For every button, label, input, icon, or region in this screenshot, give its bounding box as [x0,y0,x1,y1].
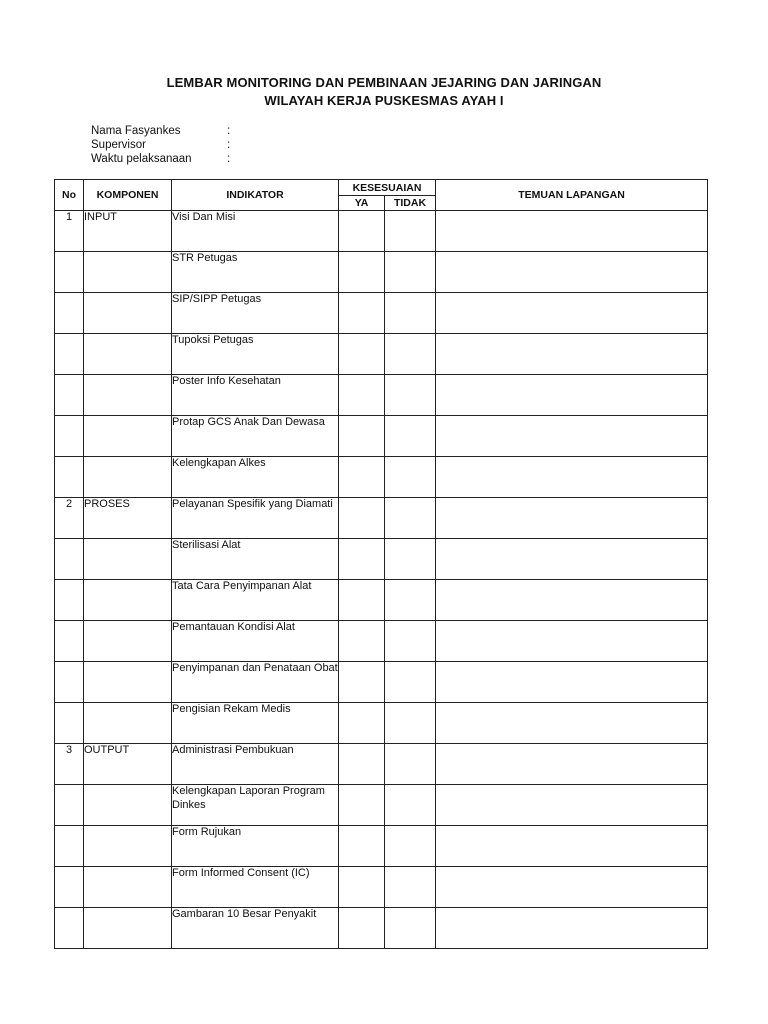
table-row [55,293,708,334]
row-komponen-cell [84,375,172,416]
row-komponen-cell [84,703,172,744]
row-no-cell [55,252,84,293]
row-tidak-checkbox-cell[interactable] [385,867,436,908]
info-label: Supervisor [91,139,146,151]
row-temuan-lapangan-cell[interactable] [436,826,708,867]
row-komponen-cell [84,826,172,867]
header-komponen: KOMPONEN [84,180,172,211]
row-no-cell [55,662,84,703]
row-komponen-cell [84,621,172,662]
row-temuan-lapangan-cell[interactable] [436,744,708,785]
row-no-cell [55,539,84,580]
row-ya-checkbox-cell[interactable] [339,539,385,580]
info-colon: : [227,139,231,151]
row-komponen-cell [84,293,172,334]
row-tidak-checkbox-cell[interactable] [385,580,436,621]
row-indikator-cell: Visi Dan Misi [172,211,339,252]
row-tidak-checkbox-cell[interactable] [385,375,436,416]
header-indikator: INDIKATOR [172,180,339,211]
row-komponen-cell [84,908,172,949]
row-ya-checkbox-cell[interactable] [339,252,385,293]
row-no-cell [55,908,84,949]
row-indikator-cell: Tupoksi Petugas [172,334,339,375]
row-komponen-cell [84,580,172,621]
row-temuan-lapangan-cell[interactable] [436,252,708,293]
row-tidak-checkbox-cell[interactable] [385,908,436,949]
row-ya-checkbox-cell[interactable] [339,867,385,908]
row-komponen-cell [84,539,172,580]
table-row [55,498,708,539]
row-temuan-lapangan-cell[interactable] [436,293,708,334]
row-temuan-lapangan-cell[interactable] [436,539,708,580]
row-indikator-cell: Pengisian Rekam Medis [172,703,339,744]
row-tidak-checkbox-cell[interactable] [385,744,436,785]
table-row [55,539,708,580]
row-ya-checkbox-cell[interactable] [339,908,385,949]
info-colon: : [227,125,231,137]
row-komponen-cell [84,867,172,908]
table-body [55,211,708,949]
table-row [55,621,708,662]
row-indikator-cell: Kelengkapan Laporan Program Dinkes [172,785,339,826]
row-ya-checkbox-cell[interactable] [339,293,385,334]
table-row [55,416,708,457]
row-temuan-lapangan-cell[interactable] [436,662,708,703]
row-no-cell [55,703,84,744]
row-tidak-checkbox-cell[interactable] [385,211,436,252]
row-indikator-cell: Protap GCS Anak Dan Dewasa [172,416,339,457]
row-no-cell [55,293,84,334]
table-row [55,211,708,252]
row-komponen-cell: PROSES [84,498,172,539]
row-temuan-lapangan-cell[interactable] [436,498,708,539]
table-row [55,826,708,867]
row-temuan-lapangan-cell[interactable] [436,785,708,826]
table-row [55,662,708,703]
row-no-cell: 2 [55,498,84,539]
table-row [55,457,708,498]
row-tidak-checkbox-cell[interactable] [385,539,436,580]
row-komponen-cell [84,662,172,703]
row-indikator-cell: Pelayanan Spesifik yang Diamati [172,498,339,539]
table-row [55,375,708,416]
row-no-cell: 1 [55,211,84,252]
row-tidak-checkbox-cell[interactable] [385,621,436,662]
row-ya-checkbox-cell[interactable] [339,457,385,498]
row-temuan-lapangan-cell[interactable] [436,908,708,949]
row-ya-checkbox-cell[interactable] [339,785,385,826]
row-temuan-lapangan-cell[interactable] [436,334,708,375]
row-indikator-cell: Penyimpanan dan Penataan Obat [172,662,339,703]
row-no-cell [55,621,84,662]
row-tidak-checkbox-cell[interactable] [385,252,436,293]
row-tidak-checkbox-cell[interactable] [385,334,436,375]
row-no-cell [55,580,84,621]
row-ya-checkbox-cell[interactable] [339,211,385,252]
info-label: Waktu pelaksanaan [91,153,192,165]
row-temuan-lapangan-cell[interactable] [436,621,708,662]
row-no-cell [55,334,84,375]
row-ya-checkbox-cell[interactable] [339,826,385,867]
row-ya-checkbox-cell[interactable] [339,416,385,457]
row-tidak-checkbox-cell[interactable] [385,416,436,457]
row-no-cell [55,785,84,826]
row-no-cell [55,457,84,498]
table-row [55,252,708,293]
header-kesesuaian: KESESUAIAN [339,180,436,196]
row-tidak-checkbox-cell[interactable] [385,498,436,539]
row-temuan-lapangan-cell[interactable] [436,867,708,908]
row-temuan-lapangan-cell[interactable] [436,375,708,416]
row-tidak-checkbox-cell[interactable] [385,785,436,826]
row-ya-checkbox-cell[interactable] [339,375,385,416]
row-temuan-lapangan-cell[interactable] [436,703,708,744]
row-tidak-checkbox-cell[interactable] [385,457,436,498]
row-temuan-lapangan-cell[interactable] [436,211,708,252]
row-temuan-lapangan-cell[interactable] [436,580,708,621]
info-label: Nama Fasyankes [91,125,181,137]
table-row [55,785,708,826]
document-title-line-1: LEMBAR MONITORING DAN PEMBINAAN JEJARING DAN JARINGAN [166,75,602,90]
info-colon: : [227,153,231,165]
row-ya-checkbox-cell[interactable] [339,580,385,621]
row-tidak-checkbox-cell[interactable] [385,703,436,744]
row-indikator-cell: Form Rujukan [172,826,339,867]
row-indikator-cell: Kelengkapan Alkes [172,457,339,498]
row-indikator-cell: Gambaran 10 Besar Penyakit [172,908,339,949]
info-row-supervisor [91,138,230,152]
header-tidak: TIDAK [385,196,436,211]
row-ya-checkbox-cell[interactable] [339,334,385,375]
row-ya-checkbox-cell[interactable] [339,744,385,785]
info-row-waktu-pelaksanaan [91,152,230,166]
info-block [91,124,230,166]
table-row [55,580,708,621]
row-komponen-cell [84,334,172,375]
row-komponen-cell [84,457,172,498]
row-komponen-cell [84,416,172,457]
table-row [55,867,708,908]
monitoring-table [54,179,708,949]
row-komponen-cell [84,785,172,826]
row-ya-checkbox-cell[interactable] [339,662,385,703]
row-indikator-cell: Form Informed Consent (IC) [172,867,339,908]
row-temuan-lapangan-cell[interactable] [436,457,708,498]
row-tidak-checkbox-cell[interactable] [385,293,436,334]
row-ya-checkbox-cell[interactable] [339,621,385,662]
header-ya: YA [339,196,385,211]
row-indikator-cell: Tata Cara Penyimpanan Alat [172,580,339,621]
row-indikator-cell: Sterilisasi Alat [172,539,339,580]
row-ya-checkbox-cell[interactable] [339,498,385,539]
row-tidak-checkbox-cell[interactable] [385,826,436,867]
row-komponen-cell [84,252,172,293]
table-row [55,703,708,744]
row-indikator-cell: Administrasi Pembukuan [172,744,339,785]
header-no: No [55,180,84,211]
row-temuan-lapangan-cell[interactable] [436,416,708,457]
row-indikator-cell: Poster Info Kesehatan [172,375,339,416]
row-no-cell: 3 [55,744,84,785]
row-no-cell [55,826,84,867]
row-no-cell [55,416,84,457]
row-ya-checkbox-cell[interactable] [339,703,385,744]
table-row [55,908,708,949]
row-no-cell [55,867,84,908]
row-indikator-cell: STR Petugas [172,252,339,293]
header-temuan-lapangan: TEMUAN LAPANGAN [436,180,708,211]
row-komponen-cell: INPUT [84,211,172,252]
row-indikator-cell: SIP/SIPP Petugas [172,293,339,334]
row-komponen-cell: OUTPUT [84,744,172,785]
row-no-cell [55,375,84,416]
info-row-nama-fasyankes [91,124,230,138]
row-indikator-cell: Pemantauan Kondisi Alat [172,621,339,662]
table-row [55,334,708,375]
table-row [55,744,708,785]
document-title-line-2: WILAYAH KERJA PUSKESMAS AYAH I [264,93,504,108]
row-tidak-checkbox-cell[interactable] [385,662,436,703]
